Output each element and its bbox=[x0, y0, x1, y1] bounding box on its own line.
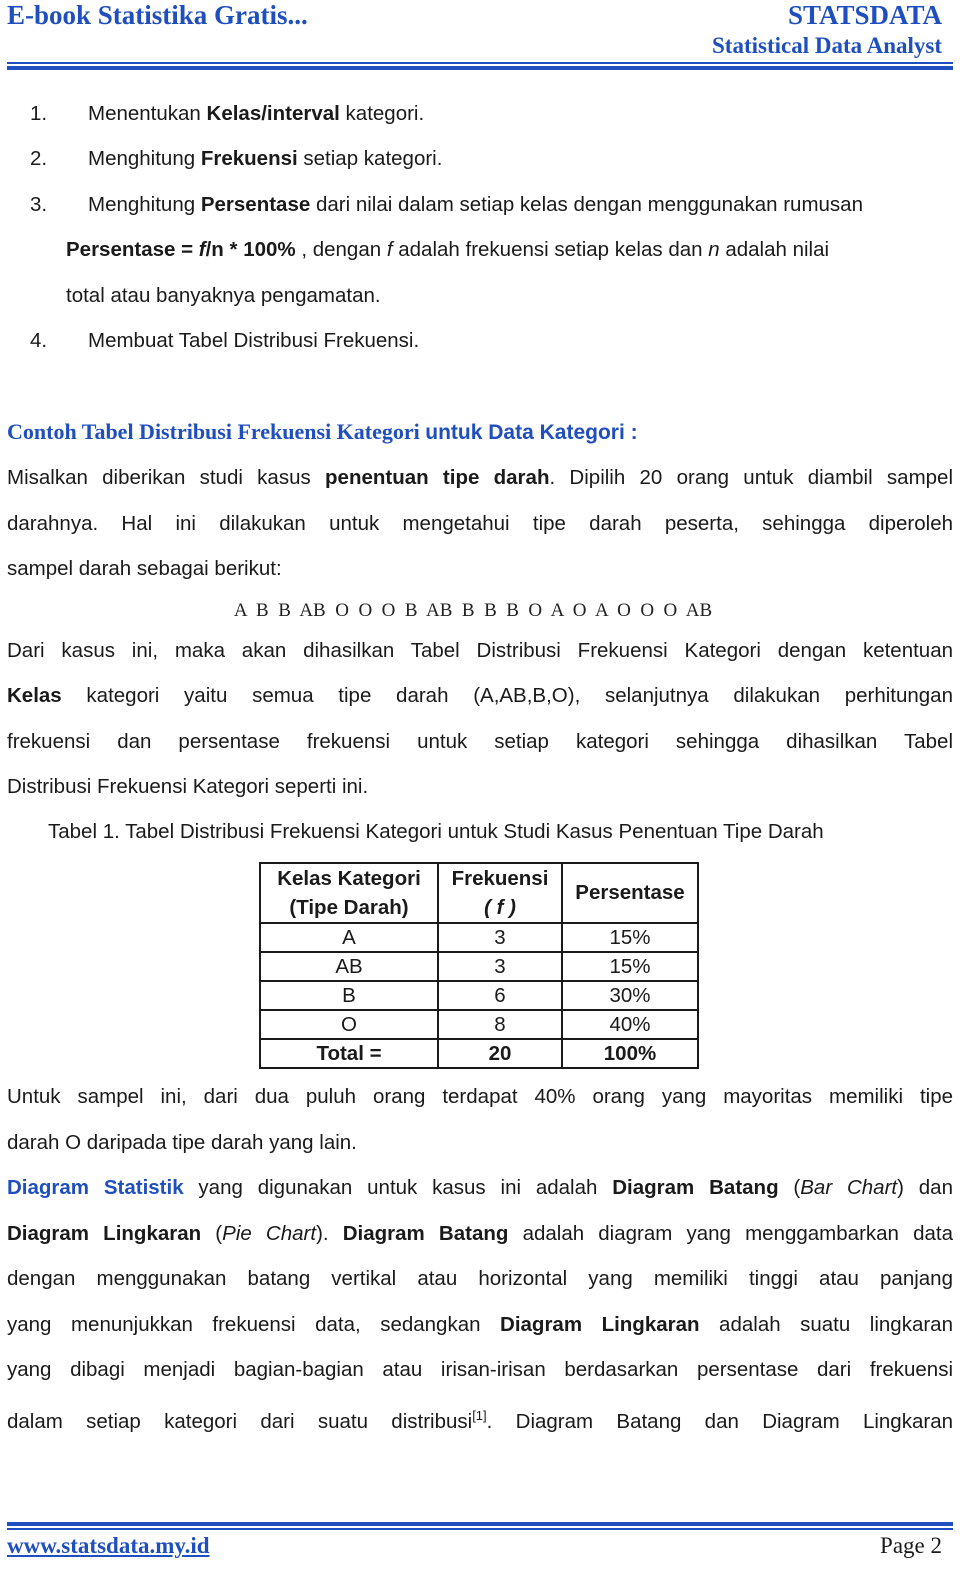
footer-page-number: Page 2 bbox=[880, 1533, 942, 1558]
explanation-line: Dari kasus ini, maka akan dihasilkan Tabel Distribusi Frekuensi Kategori dengan ketentuan bbox=[7, 639, 953, 662]
diagram-paragraph-line bbox=[7, 1221, 953, 1247]
cell-frekuensi: 8 bbox=[438, 1010, 562, 1039]
conclusion-line: Untuk sampel ini, dari dua puluh orang terdapat 40% orang yang mayoritas memiliki tipe bbox=[7, 1085, 953, 1108]
paragraph-text: ) dan bbox=[897, 1176, 953, 1199]
paragraph-text: Misalkan diberikan studi kasus bbox=[7, 466, 326, 489]
step-4 bbox=[30, 328, 419, 354]
header-brand: STATSDATA bbox=[787, 0, 942, 30]
table-header-row bbox=[260, 863, 698, 923]
paragraph-text: . Dipilih 20 orang untuk diambil sampel bbox=[549, 466, 954, 489]
step-text: Menghitung bbox=[88, 147, 201, 170]
explanation-line: frekuensi dan persentase frekuensi untuk setiap kategori sehingga dihasilkan Tabel bbox=[7, 730, 953, 753]
formula-symbol: f bbox=[198, 238, 206, 261]
footer-rule-thick bbox=[7, 1522, 953, 1526]
example-paragraph-line bbox=[7, 465, 953, 491]
footer-rule-thin bbox=[7, 1528, 953, 1530]
paragraph-italic: Bar Chart bbox=[800, 1176, 898, 1199]
cell-frekuensi: 3 bbox=[438, 952, 562, 981]
header-frekuensi bbox=[438, 863, 562, 923]
step-number: 1. bbox=[30, 102, 48, 125]
cell-kelas: B bbox=[260, 981, 438, 1010]
table-row bbox=[260, 981, 698, 1010]
cell-persentase: 30% bbox=[562, 981, 698, 1010]
header-persentase: Persentase bbox=[562, 863, 698, 923]
paragraph-text: adalah suatu lingkaran bbox=[699, 1313, 953, 1336]
paragraph-keyword: Kelas bbox=[7, 684, 62, 707]
cell-total-frekuensi: 20 bbox=[438, 1039, 562, 1068]
step-text: Menentukan bbox=[88, 102, 207, 125]
cell-kelas: O bbox=[260, 1010, 438, 1039]
cell-persentase: 15% bbox=[562, 952, 698, 981]
paragraph-text: ( bbox=[201, 1222, 223, 1245]
example-paragraph-line: darahnya. Hal ini dilakukan untuk mengetahui tipe darah peserta, sehingga diperoleh bbox=[7, 512, 953, 535]
step-text: dari nilai dalam setiap kelas dengan menggunakan rumusan bbox=[310, 193, 863, 216]
header-kelas bbox=[260, 863, 438, 923]
heading-text: untuk Data Kategori : bbox=[425, 421, 638, 444]
step-text: adalah frekuensi setiap kelas dan bbox=[392, 238, 709, 261]
paragraph-keyword: penentuan tipe darah bbox=[325, 466, 550, 489]
step-3-continuation: total atau banyaknya pengamatan. bbox=[66, 284, 381, 307]
step-text: Menghitung bbox=[88, 193, 201, 216]
cell-persentase: 40% bbox=[562, 1010, 698, 1039]
paragraph-text: adalah diagram yang menggambarkan data bbox=[508, 1222, 953, 1245]
step-text: Membuat Tabel Distribusi Frekuensi. bbox=[88, 329, 420, 352]
step-number: 2. bbox=[30, 147, 48, 170]
cell-total-persentase: 100% bbox=[562, 1039, 698, 1068]
cell-frekuensi: 3 bbox=[438, 923, 562, 952]
header-text: Frekuensi bbox=[451, 867, 549, 890]
cell-total-label: Total = bbox=[260, 1039, 438, 1068]
diagram-paragraph-line: yang dibagi menjadi bagian-bagian atau irisan-irisan berdasarkan persentase dari frekuensi bbox=[7, 1358, 953, 1381]
header-tagline: Statistical Data Analyst bbox=[712, 33, 942, 58]
cell-kelas: AB bbox=[260, 952, 438, 981]
explanation-line bbox=[7, 683, 953, 709]
step-number: 4. bbox=[30, 329, 48, 352]
header-text: ( f ) bbox=[484, 896, 516, 919]
step-text: adalah nilai bbox=[719, 238, 830, 261]
footer-website-link[interactable]: www.statsdata.my.id bbox=[7, 1533, 210, 1558]
diagram-paragraph-line bbox=[7, 1312, 953, 1338]
table-caption: Tabel 1. Tabel Distribusi Frekuensi Kategori untuk Studi Kasus Penentuan Tipe Darah bbox=[48, 820, 824, 843]
step-keyword: Persentase bbox=[200, 193, 311, 216]
citation-reference[interactable]: [1] bbox=[472, 1408, 487, 1423]
paragraph-text: dalam setiap kategori dari suatu distribusi bbox=[7, 1409, 473, 1433]
paragraph-text: ( bbox=[778, 1176, 801, 1199]
step-keyword: Frekuensi bbox=[200, 147, 298, 170]
diagram-paragraph-line bbox=[7, 1403, 953, 1435]
table-row bbox=[260, 952, 698, 981]
step-3 bbox=[30, 192, 863, 218]
formula-label: Persentase = bbox=[66, 238, 199, 261]
conclusion-line: darah O daripada tipe darah yang lain. bbox=[7, 1131, 357, 1154]
diagram-paragraph-line: dengan menggunakan batang vertikal atau horizontal yang memiliki tinggi atau panjang bbox=[7, 1267, 953, 1290]
cell-kelas: A bbox=[260, 923, 438, 952]
step-text: kategori. bbox=[339, 102, 425, 125]
paragraph-text: . Diagram Batang dan Diagram Lingkaran bbox=[486, 1409, 953, 1433]
step-text: setiap kategori. bbox=[297, 147, 443, 170]
table-row bbox=[260, 923, 698, 952]
step-keyword: Kelas/interval bbox=[206, 102, 340, 125]
paragraph-text: kategori yaitu semua tipe darah (A,AB,B,O), selanjutnya dilakukan perhitungan bbox=[61, 684, 953, 707]
diagram-keyword: Diagram Batang bbox=[342, 1222, 509, 1245]
formula-symbol: f bbox=[386, 238, 393, 261]
formula-symbol: n bbox=[708, 238, 720, 261]
diagram-keyword: Diagram Batang bbox=[612, 1176, 779, 1199]
step-number: 3. bbox=[30, 193, 48, 216]
frequency-table bbox=[259, 862, 699, 1069]
diagram-paragraph-line bbox=[7, 1175, 953, 1201]
diagram-keyword: Diagram Lingkaran bbox=[7, 1222, 202, 1245]
heading-text: Contoh Tabel Distribusi Frekuensi Kategori bbox=[7, 419, 426, 444]
formula-expression: /n * 100% bbox=[205, 238, 296, 261]
paragraph-text: ). bbox=[316, 1222, 343, 1245]
example-heading bbox=[7, 419, 638, 446]
header-text: Kelas Kategori bbox=[277, 867, 421, 890]
paragraph-italic: Pie Chart bbox=[222, 1222, 317, 1245]
cell-persentase: 15% bbox=[562, 923, 698, 952]
step-text: , dengan bbox=[295, 238, 387, 261]
example-paragraph-line: sampel darah sebagai berikut: bbox=[7, 557, 282, 580]
header-rule-thick bbox=[7, 66, 953, 70]
diagram-keyword: Diagram Statistik bbox=[7, 1176, 184, 1199]
step-1 bbox=[30, 101, 424, 127]
step-3-formula bbox=[66, 237, 940, 263]
table-total-row bbox=[260, 1039, 698, 1068]
table-row bbox=[260, 1010, 698, 1039]
header-title: E-book Statistika Gratis... bbox=[7, 0, 308, 30]
paragraph-text: yang digunakan untuk kasus ini adalah bbox=[183, 1176, 613, 1199]
paragraph-text: yang menunjukkan frekuensi data, sedangkan bbox=[7, 1313, 501, 1336]
header-text: (Tipe Darah) bbox=[289, 896, 409, 919]
explanation-line: Distribusi Frekuensi Kategori seperti ini. bbox=[7, 775, 369, 798]
cell-frekuensi: 6 bbox=[438, 981, 562, 1010]
diagram-keyword: Diagram Lingkaran bbox=[500, 1313, 700, 1336]
blood-sample-list: A B B AB O O O B AB B B B O A O A O O O AB bbox=[233, 600, 713, 621]
header-rule-thin bbox=[7, 62, 953, 64]
step-2 bbox=[30, 146, 442, 172]
